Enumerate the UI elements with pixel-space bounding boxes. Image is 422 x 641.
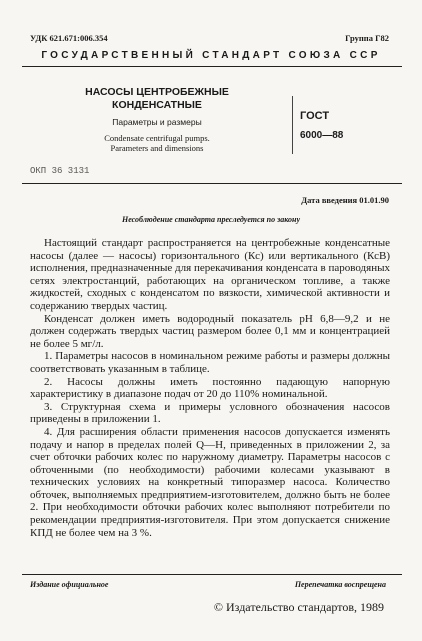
- title-separator: [292, 96, 293, 154]
- title-line-2: КОНДЕНСАТНЫЕ: [112, 99, 202, 111]
- standard-body: [30, 237, 390, 539]
- gost-number-block: [300, 110, 343, 141]
- copyright: © Издательство стандартов, 1989: [213, 600, 384, 614]
- group-code: Группа Г82: [345, 33, 389, 43]
- english-title-line-1: Condensate centrifugal pumps.: [104, 133, 210, 143]
- paragraph: 3. Структурная схема и примеры условного обозначения насосов приведены в приложении 1.: [30, 400, 390, 426]
- date-of-introduction: Дата введения 01.01.90: [301, 195, 389, 205]
- official-edition-note: Издание официальное: [30, 580, 109, 589]
- title-block: [62, 86, 252, 153]
- subtitle: Параметры и размеры: [112, 117, 202, 127]
- english-title-line-2: Parameters and dimensions: [110, 143, 204, 153]
- top-divider: [22, 66, 402, 67]
- paragraph: Конденсат должен иметь водородный показатель pH 6,8—9,2 и не должен содержать твердых частиц размером более 0,1 мм и концентрацией не более 5 мг/л.: [30, 312, 390, 350]
- gost-label: ГОСТ: [300, 110, 330, 122]
- gost-number: 6000—88: [300, 130, 344, 141]
- paragraph: Настоящий стандарт распространяется на центробежные конденсатные насосы (далее — насосы) горизонтального (Кс) или вертикального (КсВ) исполнения, предназначенные для перекачивания конденсата в пароводяных сетях электростанций, работающих на органическом топливе, а также жидкостей, сходных с конденсатом по вязкости, химической активности и содержанию твердых частиц.: [30, 237, 390, 312]
- paragraph: 4. Для расширения области применения насосов допускается изменять подачу и напор в пределах полей Q—H, приведенных в приложении 2, за счет обточки рабочих колес по наружному диаметру. Параметры насосов с обточенными (по необходимости) рабочими колесами указывают в технических условиях на конкретный типоразмер насоса. Количество обточек, выполняемых предприятием-изготовителем, должно быть не более 2. При необходимости обточки рабочих колес выполняют потребители по рекомендации предприятия-изготовителя. При этом допускается снижение КПД не более чем на 3 %.: [30, 425, 390, 539]
- reprint-prohibited-note: Перепечатка воспрещена: [294, 580, 386, 589]
- okp-code: ОКП 36 3131: [30, 166, 90, 176]
- paragraph: 2. Насосы должны иметь постоянно падающую напорную характеристику в диапазоне подач от 20 до 110% номинальной.: [30, 375, 390, 401]
- mid-divider: [22, 183, 402, 184]
- standard-banner: ГОСУДАРСТВЕННЫЙ СТАНДАРТ СОЮЗА ССР: [41, 50, 381, 61]
- footer-divider: [22, 574, 402, 575]
- title-line-1: НАСОСЫ ЦЕНТРОБЕЖНЫЕ: [85, 86, 229, 98]
- legal-warning: Несоблюдение стандарта преследуется по закону: [122, 215, 300, 224]
- udk-code: УДК 621.671:006.354: [30, 33, 108, 43]
- paragraph: 1. Параметры насосов в номинальном режиме работы и размеры должны соответствовать указанным в таблице.: [30, 350, 390, 375]
